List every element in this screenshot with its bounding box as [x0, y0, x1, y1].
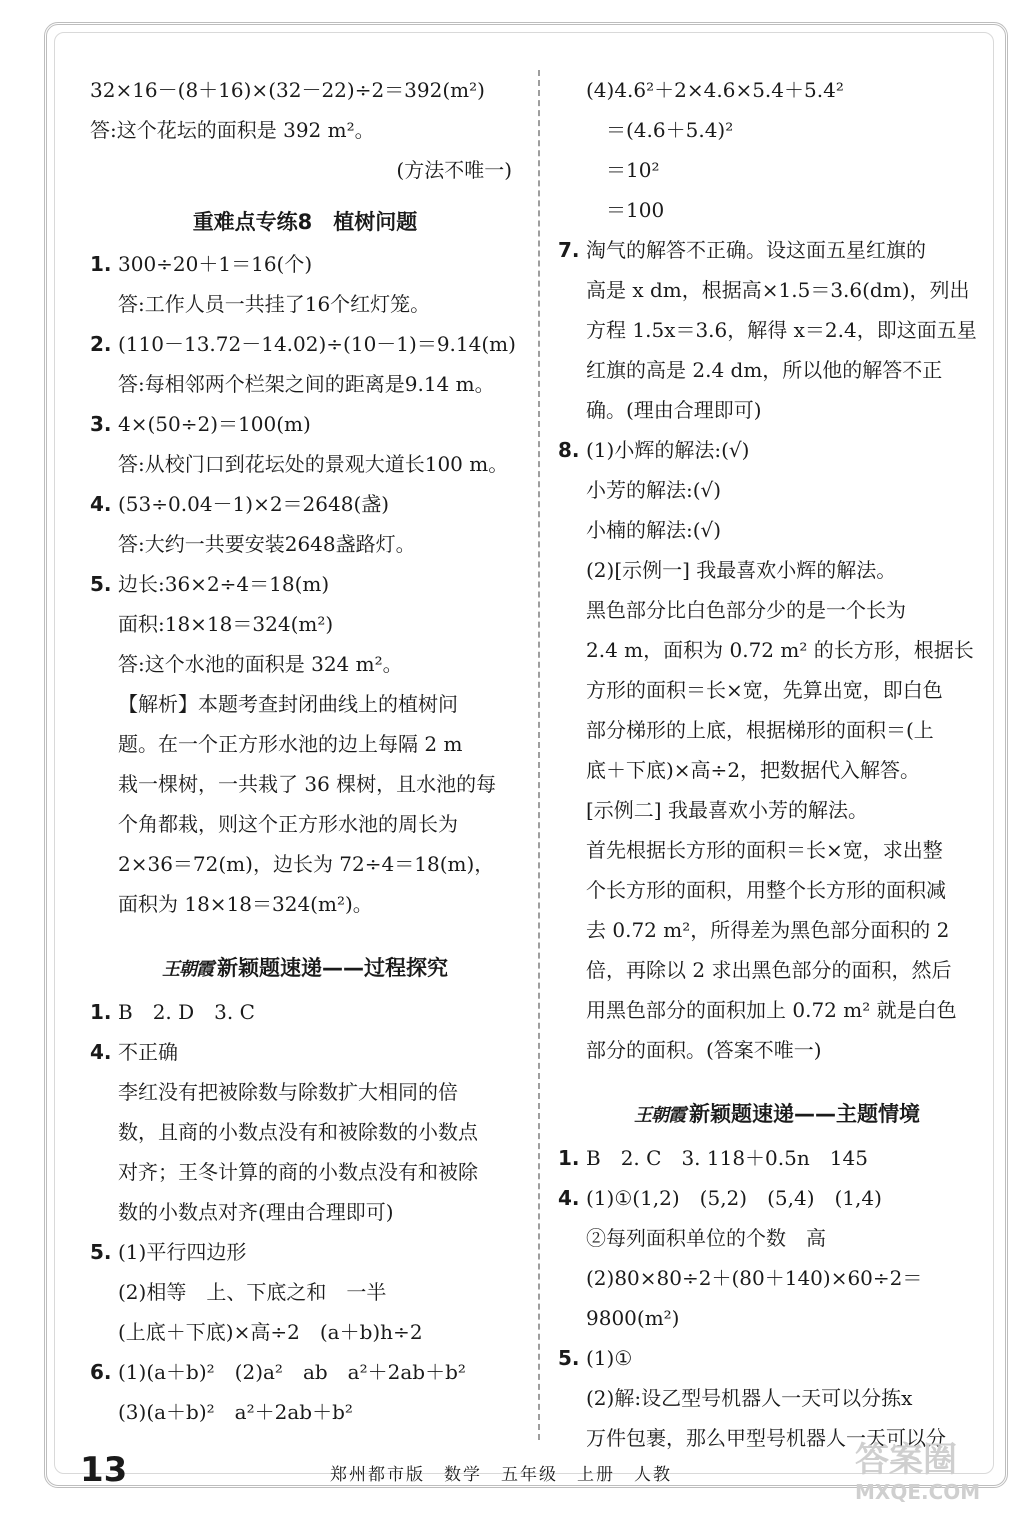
answer-text: 黑色部分比白色部分少的是一个长为 [586, 598, 906, 622]
answer-line [90, 844, 520, 884]
answer-text: 对齐；王冬计算的商的小数点没有和被除 [118, 1160, 478, 1184]
section-body [90, 992, 520, 1432]
answer-line [90, 1032, 520, 1072]
answer-line [90, 684, 520, 724]
answer-text: (2)解:设乙型号机器人一天可以分拣x [586, 1386, 913, 1410]
answer-line [90, 1072, 520, 1112]
answer-line [90, 884, 520, 924]
answer-line [558, 310, 996, 350]
answer-text: 数的小数点对齐(理由合理即可) [118, 1200, 394, 1224]
answer-line [90, 404, 520, 444]
answer-line [90, 444, 520, 484]
answer-line [558, 1378, 996, 1418]
answer-text: 2×36＝72(m)，边长为 72÷4＝18(m)， [118, 852, 495, 876]
answer-text: 万件包裹，那么甲型号机器人一天可以分 [586, 1426, 946, 1450]
answer-text: 答:这个水池的面积是 324 m²。 [118, 652, 403, 676]
answer-line [90, 1352, 520, 1392]
answer-line [90, 724, 520, 764]
section-title [558, 1092, 996, 1138]
answer-text: (1)小辉的解法:(√) [586, 438, 750, 462]
answer-line [558, 590, 996, 630]
right-column [558, 70, 996, 1458]
answer-text: 确。(理由合理即可) [586, 398, 762, 422]
answer-line [558, 270, 996, 310]
answer-text: (上底＋下底)×高÷2 (a＋b)h÷2 [118, 1320, 423, 1344]
answer-text: (2)80×80÷2＋(80＋140)×60÷2＝ [586, 1266, 923, 1290]
answer-line [558, 470, 996, 510]
question-number: 5. [90, 572, 112, 596]
page-number: 13 [80, 1450, 128, 1490]
left-column [90, 70, 520, 1432]
answer-line [558, 70, 996, 110]
method-note: (方法不唯一) [396, 158, 512, 182]
answer-line: 32×16－(8＋16)×(32－22)÷2＝392(m²) [90, 78, 485, 102]
question-number: 4. [90, 492, 112, 516]
answer-text: 不正确 [118, 1040, 178, 1064]
answer-text: ＝100 [586, 198, 665, 222]
brand-logo: 王朝霞 [634, 1105, 685, 1126]
answer-text: 9800(m²) [586, 1306, 680, 1330]
answer-text: (110－13.72－14.02)÷(10－1)＝9.14(m) [118, 332, 516, 356]
answer-line [558, 950, 996, 990]
answer-line [90, 324, 520, 364]
answer-line [558, 1338, 996, 1378]
answer-line [90, 564, 520, 604]
answer-line [558, 150, 996, 190]
answer-line [90, 244, 520, 284]
answer-text: 小楠的解法:(√) [586, 518, 722, 542]
brand-logo: 王朝霞 [162, 959, 213, 980]
answer-text: ②每列面积单位的个数 高 [586, 1226, 826, 1250]
question-number: 1. [558, 1146, 580, 1170]
answer-line [90, 1232, 520, 1272]
section-body [558, 70, 996, 1070]
answer-line [90, 1272, 520, 1312]
question-number: 1. [90, 1000, 112, 1024]
section-title: 重难点专练8 植树问题 [192, 210, 418, 234]
answer-line [558, 550, 996, 590]
answer-text: 方形的面积＝长×宽，先算出宽，即白色 [586, 678, 943, 702]
answer-line [90, 1112, 520, 1152]
answer-text: 淘气的解答不正确。设这面五星红旗的 [586, 238, 926, 262]
answer-text: 倍，再除以 2 求出黑色部分的面积，然后 [586, 958, 952, 982]
answer-line [90, 804, 520, 844]
question-number: 6. [90, 1360, 112, 1384]
answer-text: 答:从校门口到花坛处的景观大道长100 m。 [118, 452, 509, 476]
answer-line [558, 1178, 996, 1218]
answer-text: 题。在一个正方形水池的边上每隔 2 m [118, 732, 463, 756]
page-footer [80, 1450, 980, 1500]
answer-line [558, 910, 996, 950]
answer-text: 答:工作人员一共挂了16个红灯笼。 [118, 292, 431, 316]
answer-text: 个长方形的面积，用整个长方形的面积减 [586, 878, 946, 902]
book-info: 郑州都市版 数学 五年级 上册 人教 [330, 1465, 672, 1485]
answer-text: 部分的面积。(答案不唯一) [586, 1038, 822, 1062]
answer-text: ＝(4.6＋5.4)² [586, 118, 734, 142]
answer-text: 数，且商的小数点没有和被除数的小数点 [118, 1120, 478, 1144]
question-number: 3. [90, 412, 112, 436]
answer-line [90, 764, 520, 804]
answer-line [90, 524, 520, 564]
answer-text: [示例二] 我最喜欢小芳的解法。 [586, 798, 868, 822]
answer-text: (3)(a＋b)² a²＋2ab＋b² [118, 1400, 353, 1424]
question-number: 4. [90, 1040, 112, 1064]
answer-line [558, 350, 996, 390]
answer-text: 【解析】本题考查封闭曲线上的植树问 [118, 692, 458, 716]
question-number: 5. [90, 1240, 112, 1264]
answer-line [90, 1192, 520, 1232]
answer-text: (1)①(1,2) (5,2) (5,4) (1,4) [586, 1186, 882, 1210]
answer-text: (2)[示例一] 我最喜欢小辉的解法。 [586, 558, 897, 582]
answer-text: 答:大约一共要安装2648盏路灯。 [118, 532, 416, 556]
answer-text: 边长:36×2÷4＝18(m) [118, 572, 330, 596]
answer-text: 面积:18×18＝324(m²) [118, 612, 334, 636]
answer-line [558, 510, 996, 550]
answer-text: B 2. D 3. C [118, 1000, 255, 1024]
answer-line: 答:这个花坛的面积是 392 m²。 [90, 118, 375, 142]
answer-line [558, 870, 996, 910]
answer-text: (2)相等 上、下底之和 一半 [118, 1280, 387, 1304]
answer-text: (53÷0.04－1)×2＝2648(盏) [118, 492, 390, 516]
section-body [558, 1138, 996, 1458]
answer-line [558, 990, 996, 1030]
answer-text: 去 0.72 m²，所得差为黑色部分面积的 2 [586, 918, 950, 942]
answer-line [558, 1218, 996, 1258]
answer-text: 首先根据长方形的面积＝长×宽，求出整 [586, 838, 943, 862]
answer-text: 面积为 18×18＝324(m²)。 [118, 892, 373, 916]
answer-line [558, 1030, 996, 1070]
section-title [90, 946, 520, 992]
answer-line [558, 790, 996, 830]
answer-line [558, 1298, 996, 1338]
answer-line [558, 630, 996, 670]
answer-line [90, 644, 520, 684]
answer-line [558, 390, 996, 430]
answer-line [90, 992, 520, 1032]
answer-line [558, 830, 996, 870]
question-number: 8. [558, 438, 580, 462]
answer-line [90, 1392, 520, 1432]
answer-text: ＝10² [586, 158, 660, 182]
answer-line [558, 1138, 996, 1178]
answer-line [90, 1312, 520, 1352]
answer-line [90, 484, 520, 524]
watermark-logo: 答案圈 MXQE.COM [855, 1440, 981, 1504]
section-title-text: 新颖题速递——过程探究 [217, 956, 448, 980]
answer-line [90, 364, 520, 404]
answer-text: 栽一棵树，一共栽了 36 棵树，且水池的每 [118, 772, 497, 796]
section-body [90, 244, 520, 924]
answer-line [558, 1258, 996, 1298]
answer-text: 4×(50÷2)＝100(m) [118, 412, 311, 436]
answer-text: B 2. C 3. 118＋0.5n 145 [586, 1146, 868, 1170]
answer-text: 2.4 m，面积为 0.72 m² 的长方形，根据长 [586, 638, 974, 662]
answer-text: 用黑色部分的面积加上 0.72 m² 就是白色 [586, 998, 957, 1022]
answer-line [90, 604, 520, 644]
section-title-text: 新颖题速递——主题情境 [689, 1102, 920, 1126]
answer-text: 答:每相邻两个栏架之间的距离是9.14 m。 [118, 372, 495, 396]
answer-line [558, 710, 996, 750]
answer-text: 高是 x dm，根据高×1.5＝3.6(dm)，列出 [586, 278, 970, 302]
answer-line [558, 750, 996, 790]
question-number: 7. [558, 238, 580, 262]
answer-text: 部分梯形的上底，根据梯形的面积＝(上 [586, 718, 934, 742]
question-number: 4. [558, 1186, 580, 1210]
answer-text: 300÷20＋1＝16(个) [118, 252, 313, 276]
question-number: 2. [90, 332, 112, 356]
question-number: 1. [90, 252, 112, 276]
answer-line [90, 1152, 520, 1192]
column-divider [538, 70, 540, 1440]
answer-line [558, 190, 996, 230]
answer-text: (1)① [586, 1346, 633, 1370]
answer-line [90, 284, 520, 324]
answer-line [558, 230, 996, 270]
answer-line [558, 670, 996, 710]
answer-line [558, 430, 996, 470]
question-number: 5. [558, 1346, 580, 1370]
answer-text: 个角都栽，则这个正方形水池的周长为 [118, 812, 458, 836]
answer-text: (1)(a＋b)² (2)a² ab a²＋2ab＋b² [118, 1360, 466, 1384]
answer-text: 小芳的解法:(√) [586, 478, 722, 502]
answer-text: (4)4.6²＋2×4.6×5.4＋5.4² [586, 78, 844, 102]
answer-text: 李红没有把被除数与除数扩大相同的倍 [118, 1080, 458, 1104]
answer-text: 红旗的高是 2.4 dm，所以他的解答不正 [586, 358, 943, 382]
answer-text: (1)平行四边形 [118, 1240, 247, 1264]
answer-text: 底＋下底)×高÷2，把数据代入解答。 [586, 758, 921, 782]
answer-line [558, 110, 996, 150]
answer-text: 方程 1.5x＝3.6，解得 x＝2.4，即这面五星 [586, 318, 977, 342]
